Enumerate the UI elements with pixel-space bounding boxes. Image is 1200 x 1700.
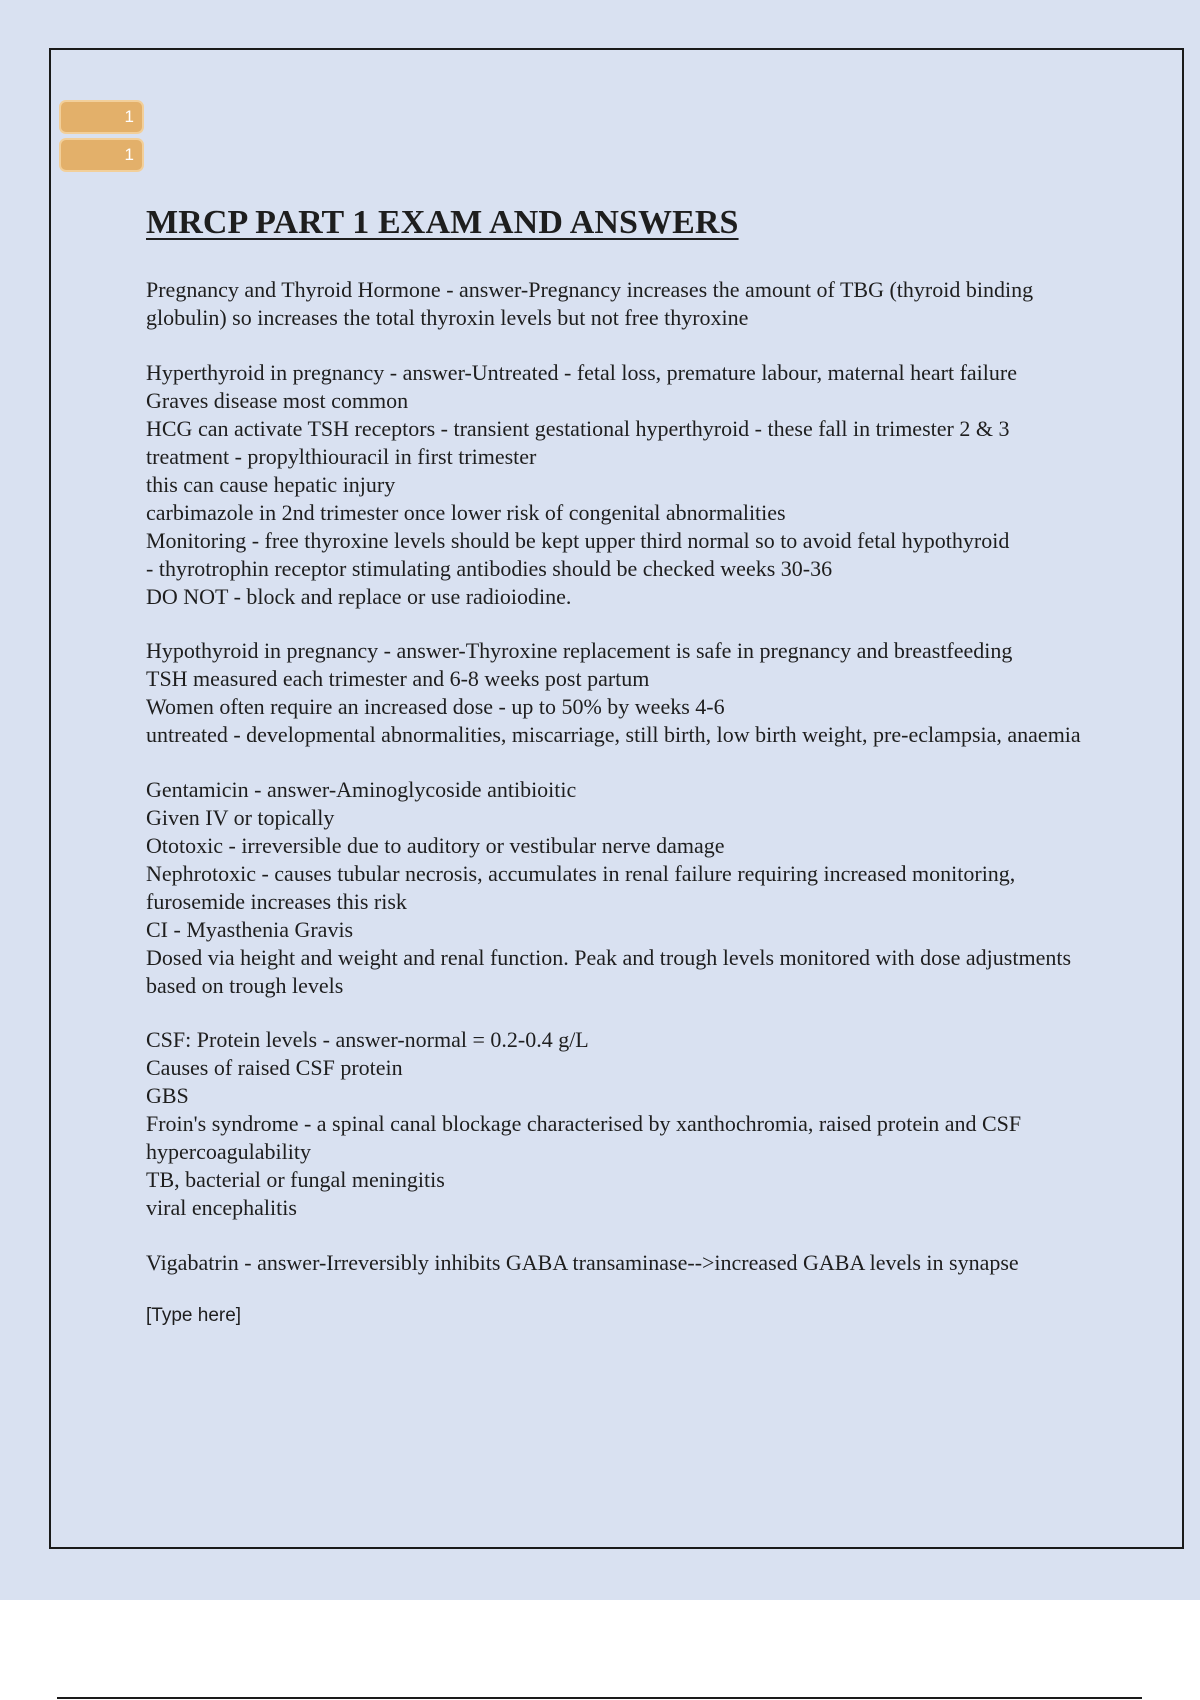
entry-line: DO NOT - block and replace or use radioiodine. bbox=[146, 583, 572, 609]
entry-line: HCG can activate TSH receptors - transient gestational hyperthyroid - these fall in trimester 2 & 3 bbox=[146, 415, 1010, 441]
qa-entry-hyperthyroid-pregnancy bbox=[146, 359, 1096, 611]
entry-line: Pregnancy and Thyroid Hormone - answer-Pregnancy increases the amount of TBG (thyroid binding globulin) so increases the total thyroxin levels but not free thyroxine bbox=[146, 277, 1034, 330]
entry-line: Given IV or topically bbox=[146, 804, 335, 830]
entry-line: carbimazole in 2nd trimester once lower risk of congenital abnormalities bbox=[146, 499, 786, 525]
entry-line: Vigabatrin - answer-Irreversibly inhibits GABA transaminase-->increased GABA levels in synapse bbox=[146, 1249, 1019, 1275]
entry-line: Hyperthyroid in pregnancy - answer-Untreated - fetal loss, premature labour, maternal heart failure bbox=[146, 359, 1017, 385]
entry-line: Monitoring - free thyroxine levels should be kept upper third normal so to avoid fetal hypothyroid bbox=[146, 527, 1010, 553]
qa-entry-gentamicin bbox=[146, 776, 1096, 1000]
entry-line: GBS bbox=[146, 1083, 189, 1108]
next-page-top-rule bbox=[57, 1697, 1142, 1699]
document-body bbox=[146, 200, 1096, 1329]
header-footer-placeholder[interactable]: [Type here] bbox=[146, 1305, 242, 1326]
entry-line: Hypothyroid in pregnancy - answer-Thyroxine replacement is safe in pregnancy and breastfeeding bbox=[146, 638, 1013, 663]
entry-line: Graves disease most common bbox=[146, 387, 409, 413]
entry-line: CI - Myasthenia Gravis bbox=[146, 916, 354, 942]
entry-line: untreated - developmental abnormalities, miscarriage, still birth, low birth weight, pre-eclampsia, anaemia bbox=[146, 722, 1081, 747]
qa-entry-hypothyroid-pregnancy bbox=[146, 637, 1096, 749]
qa-entry-vigabatrin bbox=[146, 1249, 1096, 1277]
entry-line: viral encephalitis bbox=[146, 1195, 297, 1220]
entry-line: CSF: Protein levels - answer-normal = 0.2-0.4 g/L bbox=[146, 1027, 589, 1052]
page-number-badge: 1 bbox=[59, 100, 144, 134]
entry-line: TB, bacterial or fungal meningitis bbox=[146, 1167, 445, 1192]
entry-line: - thyrotrophin receptor stimulating antibodies should be checked weeks 30-36 bbox=[146, 555, 833, 581]
entry-line: Ototoxic - irreversible due to auditory or vestibular nerve damage bbox=[146, 832, 725, 858]
entry-line: TSH measured each trimester and 6-8 weeks post partum bbox=[146, 666, 650, 691]
entry-line: this can cause hepatic injury bbox=[146, 471, 396, 497]
entry-line: Froin's syndrome - a spinal canal blockage characterised by xanthochromia, raised protein and CSF hypercoagulability bbox=[146, 1111, 1022, 1164]
page-number-badge: 1 bbox=[59, 138, 144, 172]
entry-line: Dosed via height and weight and renal function. Peak and trough levels monitored with dose adjustments based on trough levels bbox=[146, 944, 1072, 998]
entry-line: Gentamicin - answer-Aminoglycoside antibioitic bbox=[146, 776, 577, 802]
entry-line: Nephrotoxic - causes tubular necrosis, accumulates in renal failure requiring increased monitoring, furosemide increases this risk bbox=[146, 860, 1016, 914]
qa-entry-pregnancy-thyroid bbox=[146, 276, 1096, 332]
entry-line: Causes of raised CSF protein bbox=[146, 1055, 403, 1080]
entry-line: treatment - propylthiouracil in first trimester bbox=[146, 443, 537, 469]
entry-line: Women often require an increased dose - up to 50% by weeks 4-6 bbox=[146, 694, 725, 719]
document-title: MRCP PART 1 EXAM AND ANSWERS bbox=[146, 204, 739, 241]
qa-entry-csf-protein bbox=[146, 1026, 1096, 1222]
